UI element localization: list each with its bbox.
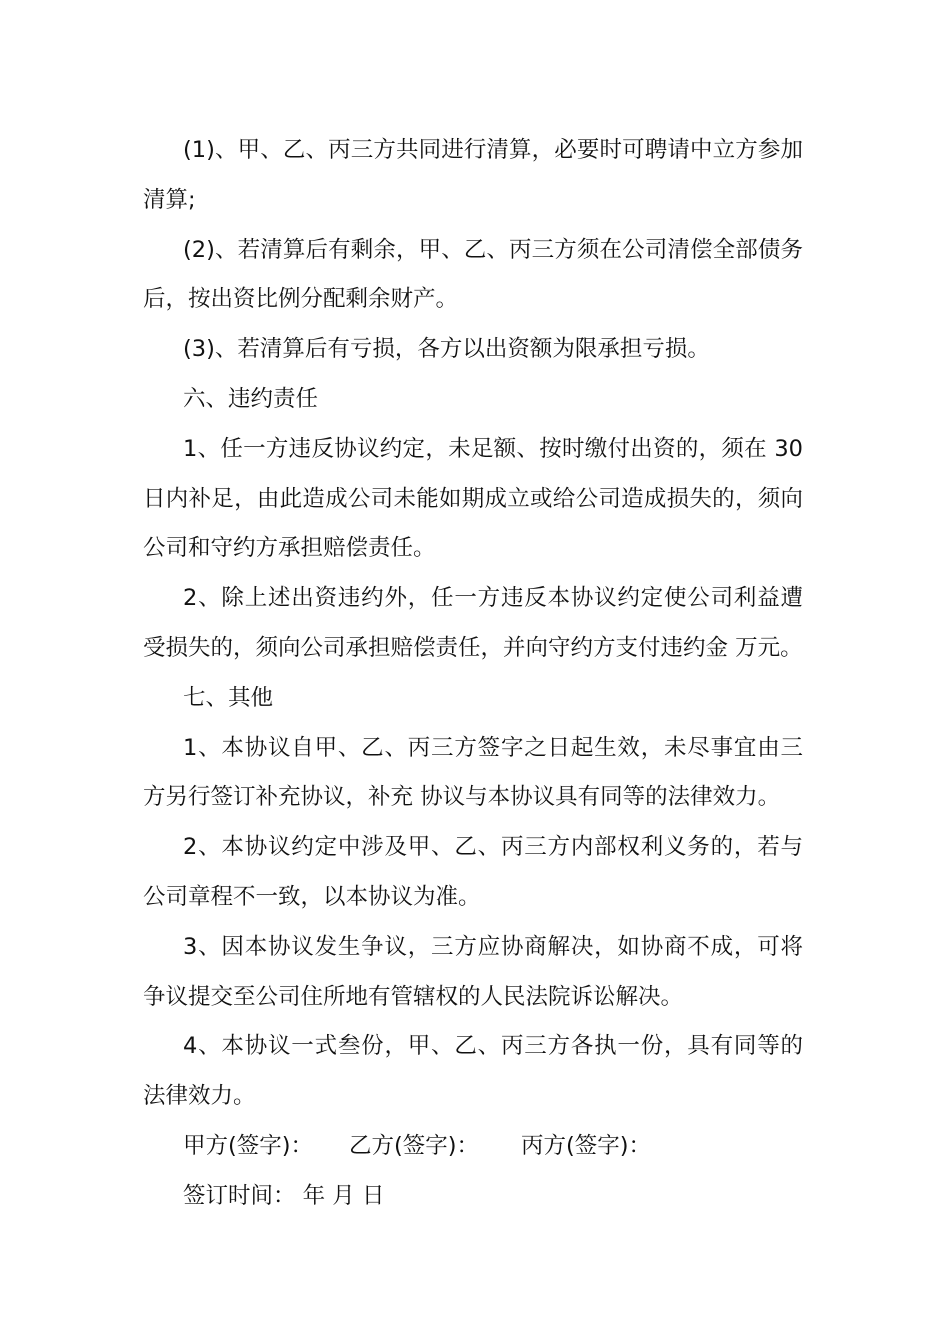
clause-liquidation-2: (2)、若清算后有剩余，甲、乙、丙三方须在公司清偿全部债务后，按出资比例分配剩余财产。 — [143, 236, 803, 313]
clause-other-4: 4、本协议一式叁份，甲、乙、丙三方各执一份，具有同等的法律效力。 — [143, 1033, 803, 1110]
document-body — [143, 126, 803, 1222]
clause-other-3: 3、因本协议发生争议，三方应协商解决，如协商不成，可将争议提交至公司住所地有管辖权的人民法院诉讼解决。 — [143, 933, 803, 1010]
signature-party-a: 甲方(签字)： — [183, 1132, 314, 1159]
clause-breach-1: 1、任一方违反协议约定，未足额、按时缴付出资的，须在 30 日内补足，由此造成公司未能如期成立或给公司造成损失的，须向公司和守约方承担赔偿责任。 — [143, 435, 803, 562]
section-heading-breach: 六、违约责任 — [183, 385, 319, 412]
section-heading-other: 七、其他 — [183, 684, 274, 711]
signature-party-c: 丙方(签字)： — [521, 1132, 652, 1159]
clause-liquidation-1: (1)、甲、乙、丙三方共同进行清算，必要时可聘请中立方参加清算; — [143, 137, 803, 213]
signature-row — [143, 1122, 803, 1172]
clause-other-2: 2、本协议约定中涉及甲、乙、丙三方内部权利义务的，若与公司章程不一致，以本协议为准。 — [143, 834, 803, 910]
sign-date: 签订时间： 年 月 日 — [183, 1182, 385, 1209]
signature-party-b: 乙方(签字)： — [349, 1132, 480, 1159]
clause-liquidation-3: (3)、若清算后有亏损，各方以出资额为限承担亏损。 — [183, 336, 710, 363]
clause-breach-2: 2、除上述出资违约外，任一方违反本协议约定使公司利益遭受损失的，须向公司承担赔偿责任，并向守约方支付违约金 万元。 — [143, 585, 803, 661]
clause-other-1: 1、本协议自甲、乙、丙三方签字之日起生效，未尽事宜由三方另行签订补充协议，补充 协议与本协议具有同等的法律效力。 — [143, 734, 803, 811]
